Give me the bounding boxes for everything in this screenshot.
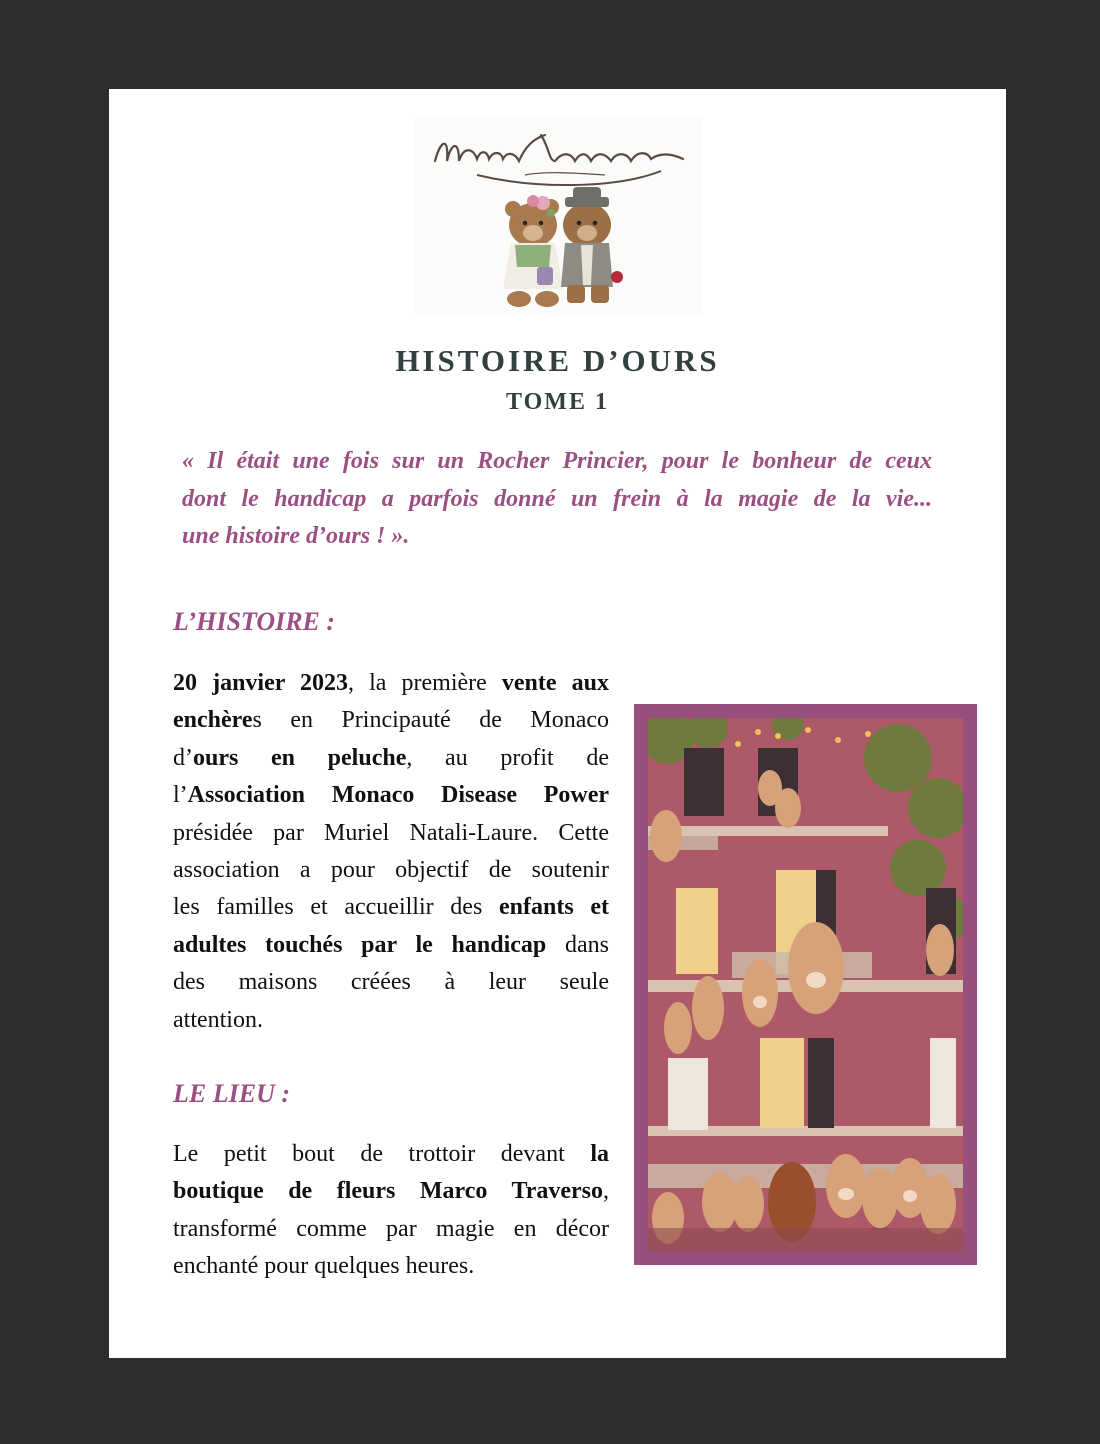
text-line: attention. <box>173 1006 263 1033</box>
intro-quote <box>182 443 932 556</box>
text-line: enchanté pour quelques heures. <box>173 1253 475 1280</box>
text-line: boutique de fleurs Marco Traverso, <box>173 1178 609 1205</box>
document-page <box>109 89 1006 1358</box>
text-line: association a pour objectif de soutenir <box>173 857 609 884</box>
text-line: adultes touchés par le handicap dans <box>173 931 610 958</box>
section-heading-lieu: LE LIEU : <box>173 1079 290 1108</box>
paragraph-histoire <box>173 665 609 1039</box>
text-line: Le petit bout de trottoir devant la <box>173 1141 609 1167</box>
text-line: enchères en Principauté de Monaco <box>173 707 609 734</box>
text-line: d’ours en peluche, au profit de <box>173 744 609 771</box>
text-line: les familles et accueillir des enfants et <box>173 894 609 921</box>
quote-line: dont le handicap a parfois donné un frein à la magie de la vie... <box>182 485 932 512</box>
text-line: l’Association Monaco Disease Power <box>173 782 609 809</box>
quote-line: « Il était une fois sur un Rocher Princier, pour le bonheur de ceux <box>182 448 932 474</box>
building-photo <box>648 718 963 1251</box>
text-line: 20 janvier 2023, la première vente aux <box>173 670 609 696</box>
section-heading-histoire: L’HISTOIRE : <box>173 607 336 636</box>
text-line: des maisons créées à leur seule <box>173 969 609 996</box>
brand-logo <box>415 117 701 315</box>
text-line: transformé comme par magie en décor <box>173 1215 609 1242</box>
paragraph-lieu <box>173 1136 609 1286</box>
quote-line: une histoire d’ours ! ». <box>182 523 410 549</box>
text-line: présidée par Muriel Natali-Laure. Cette <box>173 819 609 846</box>
document-title: HISTOIRE D’OURS <box>395 343 720 378</box>
document-subtitle: TOME 1 <box>506 389 609 415</box>
building-photo-frame <box>634 704 977 1265</box>
